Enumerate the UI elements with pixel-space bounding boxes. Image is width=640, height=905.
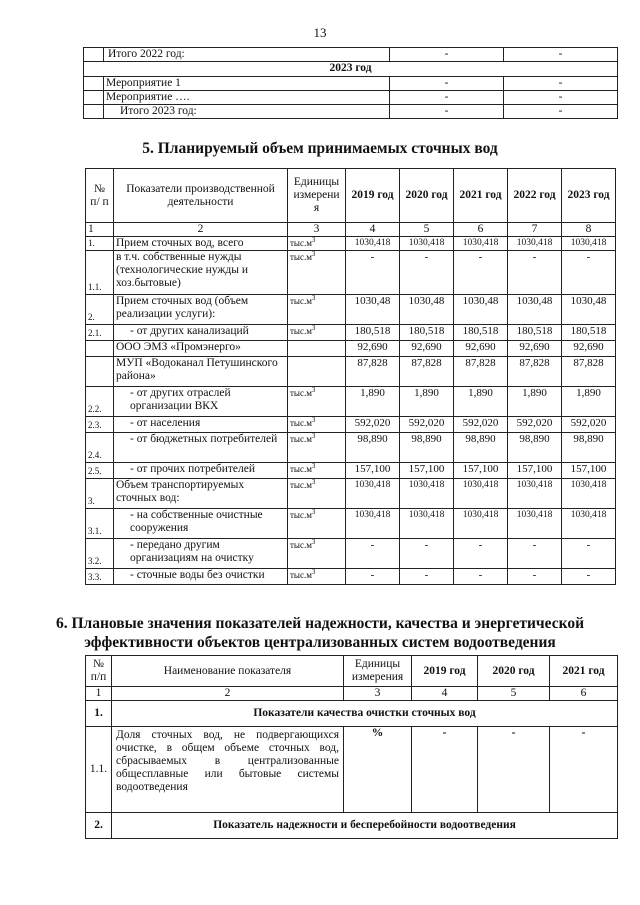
row-number: 1. [86, 237, 114, 251]
row-value: - [346, 251, 400, 295]
section-5-body [86, 237, 616, 585]
row-value: 1030,48 [562, 295, 616, 325]
header-year: 2019 год [346, 169, 400, 223]
group-row: 2. Показатель надежности и бесперебойности водоотведения [86, 813, 618, 839]
row-value: 1030,418 [400, 509, 454, 539]
table-row [84, 62, 618, 77]
row-value: 1030,418 [400, 237, 454, 251]
row-value: 1030,418 [562, 509, 616, 539]
header-units: Единицы измерени я [288, 169, 346, 223]
row-value: 1030,48 [508, 295, 562, 325]
row-label: Прием сточных вод (объем реализации услуги): [114, 295, 288, 325]
row-value: 92,690 [400, 341, 454, 357]
row-value: 1030,48 [346, 295, 400, 325]
header-year: 2022 год [508, 169, 562, 223]
unit-text: тыс.м [290, 434, 312, 444]
row-value: 157,100 [562, 463, 616, 479]
row-number: 3.1. [86, 509, 114, 539]
unit-superscript: 3 [311, 324, 316, 332]
unit-superscript: 3 [311, 250, 316, 258]
table-row [86, 325, 616, 341]
table-row [86, 509, 616, 539]
row-value: 1030,418 [454, 479, 508, 509]
row-value: 92,690 [346, 341, 400, 357]
row-number: 2.1. [86, 325, 114, 341]
row-number [86, 341, 114, 357]
row-label: - на собственные очистные сооружения [114, 509, 288, 539]
row-value: 157,100 [508, 463, 562, 479]
unit-superscript: 3 [311, 478, 316, 486]
row-unit [288, 463, 346, 479]
row-value: - [508, 539, 562, 569]
row-number: 3.3. [86, 569, 114, 585]
header-row [86, 169, 616, 223]
row-label: Итого 2022 год: [104, 48, 390, 62]
row-label: Прием сточных вод, всего [114, 237, 288, 251]
table-row [86, 433, 616, 463]
row-value: 1030,418 [508, 237, 562, 251]
header-units: Единицы измерения [344, 656, 412, 687]
row-value: 98,890 [508, 433, 562, 463]
row-value: 1030,418 [454, 237, 508, 251]
table-row [86, 569, 616, 585]
header-year: 2019 год [412, 656, 478, 687]
row-value: 1030,418 [454, 509, 508, 539]
header-num: № п/ п [86, 169, 114, 223]
row-value: 1030,418 [346, 479, 400, 509]
row-number: 2.2. [86, 387, 114, 417]
row-unit [288, 417, 346, 433]
row-value: 592,020 [562, 417, 616, 433]
header-year: 2021 год [550, 656, 618, 687]
row-value: 1030,418 [508, 509, 562, 539]
row-value: 1030,418 [508, 479, 562, 509]
year-heading: 2023 год [84, 62, 618, 77]
row-value: 1030,418 [400, 479, 454, 509]
unit-text: тыс.м [290, 570, 312, 580]
row-value: - [562, 539, 616, 569]
row-value: 87,828 [400, 357, 454, 387]
row-value: 87,828 [454, 357, 508, 387]
row-value: 87,828 [562, 357, 616, 387]
unit-superscript: 3 [311, 538, 316, 546]
unit-superscript: 3 [311, 386, 316, 394]
row-label: в т.ч. собственные нужды (технологические нужды и хоз.бытовые) [114, 251, 288, 295]
row-value: 1,890 [508, 387, 562, 417]
table-row: Итого 2022 год: - - [84, 48, 618, 62]
table-row [86, 463, 616, 479]
row-value: 1,890 [562, 387, 616, 417]
row-value: - [454, 569, 508, 585]
table-row [86, 341, 616, 357]
section-6-table [85, 655, 618, 839]
row-unit [288, 251, 346, 295]
header-year: 2021 год [454, 169, 508, 223]
row-unit [288, 387, 346, 417]
table-row: Мероприятие 1 - - [84, 77, 618, 91]
row-label: МУП «Водоканал Петушинского района» [114, 357, 288, 387]
row-value: 180,518 [346, 325, 400, 341]
page-number: 13 [313, 25, 327, 40]
header-year: 2023 год [562, 169, 616, 223]
row-value: 1030,418 [562, 479, 616, 509]
header-year: 2020 год [400, 169, 454, 223]
table-row [86, 539, 616, 569]
row-value: - [346, 569, 400, 585]
row-value: 592,020 [454, 417, 508, 433]
row-number: 2.4. [86, 433, 114, 463]
section-6-title-line-1: 6. Плановые значения показателей надежности, качества и энергетической [55, 615, 585, 632]
row-value: 180,518 [400, 325, 454, 341]
table-row: Мероприятие …. - - [84, 91, 618, 105]
unit-text: тыс.м [290, 540, 312, 550]
row-number: 2.3. [86, 417, 114, 433]
row-value: 1030,418 [346, 237, 400, 251]
row-value: 87,828 [508, 357, 562, 387]
row-value: 1,890 [454, 387, 508, 417]
unit-text: тыс.м [290, 252, 312, 262]
table-row [86, 387, 616, 417]
table-row [86, 251, 616, 295]
row-value: 1030,48 [400, 295, 454, 325]
section-5-title: 5. Планируемый объем принимаемых сточных вод [142, 140, 498, 157]
row-value: - [508, 569, 562, 585]
unit-superscript: 3 [311, 508, 316, 516]
row-value: - [400, 539, 454, 569]
unit-superscript: 3 [311, 236, 316, 244]
header-num: № п/п [86, 656, 112, 687]
row-label: - от населения [114, 417, 288, 433]
table-row [86, 479, 616, 509]
row-unit [288, 341, 346, 357]
unit-text: тыс.м [290, 464, 312, 474]
row-label: - от прочих потребителей [114, 463, 288, 479]
row-number [86, 357, 114, 387]
column-number-row: 1 2 3 4 5 6 [86, 687, 618, 701]
row-unit [288, 433, 346, 463]
unit-text: тыс.м [290, 510, 312, 520]
row-label: Объем транспортируемых сточных вод: [114, 479, 288, 509]
unit-text: тыс.м [290, 388, 312, 398]
header-indicator: Показатели производственной деятельности [114, 169, 288, 223]
section-5-table [85, 168, 616, 585]
row-value: 157,100 [454, 463, 508, 479]
row-value: 592,020 [400, 417, 454, 433]
row-label: - сточные воды без очистки [114, 569, 288, 585]
row-number: 2.5. [86, 463, 114, 479]
row-label: - от других канализаций [114, 325, 288, 341]
row-value: 1030,418 [562, 237, 616, 251]
row-number: 2. [86, 295, 114, 325]
row-value: 592,020 [346, 417, 400, 433]
header-year: 2020 год [478, 656, 550, 687]
row-value: 157,100 [400, 463, 454, 479]
row-value: 92,690 [454, 341, 508, 357]
unit-text: тыс.м [290, 238, 312, 248]
row-value: 1030,48 [454, 295, 508, 325]
row-value: 98,890 [346, 433, 400, 463]
row-value: 592,020 [508, 417, 562, 433]
section-6-title-line-2: эффективности объектов централизованных систем водоотведения [84, 634, 556, 651]
row-value: - [454, 251, 508, 295]
unit-text: тыс.м [290, 296, 312, 306]
row-value: - [562, 569, 616, 585]
row-value: 92,690 [508, 341, 562, 357]
row-value: - [508, 251, 562, 295]
unit-text: тыс.м [290, 326, 312, 336]
top-table [83, 47, 618, 119]
row-value: 157,100 [346, 463, 400, 479]
row-label: - от бюджетных потребителей [114, 433, 288, 463]
row-unit [288, 325, 346, 341]
column-number-row: 1 2 3 4 5 6 7 8 [86, 223, 616, 237]
row-unit [288, 237, 346, 251]
row-value: - [562, 251, 616, 295]
unit-text: тыс.м [290, 418, 312, 428]
unit-superscript: 3 [311, 416, 316, 424]
group-label: Показатель надежности и бесперебойности водоотведения [112, 813, 618, 839]
row-value: 98,890 [400, 433, 454, 463]
table-row [86, 417, 616, 433]
row-value: 1,890 [400, 387, 454, 417]
indicator-label: Доля сточных вод, не подвергающихся очистке, в общем объеме сточных вод, сбрасываемых в централизованные общесплавные или бытовые системы водоотведения [112, 727, 344, 813]
row-number: 3.2. [86, 539, 114, 569]
row-value: 1030,418 [346, 509, 400, 539]
row-unit [288, 509, 346, 539]
row-unit [288, 539, 346, 569]
unit-superscript: 3 [311, 462, 316, 470]
row-label: ООО ЭМЗ «Промэнерго» [114, 341, 288, 357]
row-value: 180,518 [454, 325, 508, 341]
row-value: 180,518 [562, 325, 616, 341]
group-label: Показатели качества очистки сточных вод [112, 701, 618, 727]
row-value: - [454, 539, 508, 569]
row-label: - от других отраслей организации ВКХ [114, 387, 288, 417]
row-value: 92,690 [562, 341, 616, 357]
row-value: 98,890 [454, 433, 508, 463]
row-value: 1,890 [346, 387, 400, 417]
row-label: - передано другим организациям на очистку [114, 539, 288, 569]
row-unit [288, 569, 346, 585]
row-unit [288, 357, 346, 387]
row-value: - [400, 569, 454, 585]
unit-superscript: 3 [311, 294, 316, 302]
row-value: - [346, 539, 400, 569]
table-row: Итого 2023 год: - - [84, 105, 618, 119]
row-value: 98,890 [562, 433, 616, 463]
row-value: - [400, 251, 454, 295]
unit-text: тыс.м [290, 480, 312, 490]
row-unit [288, 479, 346, 509]
row-number: 1.1. [86, 251, 114, 295]
row-value: 87,828 [346, 357, 400, 387]
row-number: 3. [86, 479, 114, 509]
table-row: 1.1. Доля сточных вод, не подвергающихся очистке, в общем объеме сточных вод, сбрасываемых в централизованные общесплавные или бытовые системы водоотведения % - - - [86, 727, 618, 813]
table-row [86, 295, 616, 325]
table-row [86, 357, 616, 387]
unit-superscript: 3 [311, 432, 316, 440]
row-unit [288, 295, 346, 325]
unit-superscript: 3 [311, 568, 316, 576]
header-name: Наименование показателя [112, 656, 344, 687]
row-value: 180,518 [508, 325, 562, 341]
header-row [86, 656, 618, 687]
group-row: 1. Показатели качества очистки сточных вод [86, 701, 618, 727]
table-row [86, 237, 616, 251]
